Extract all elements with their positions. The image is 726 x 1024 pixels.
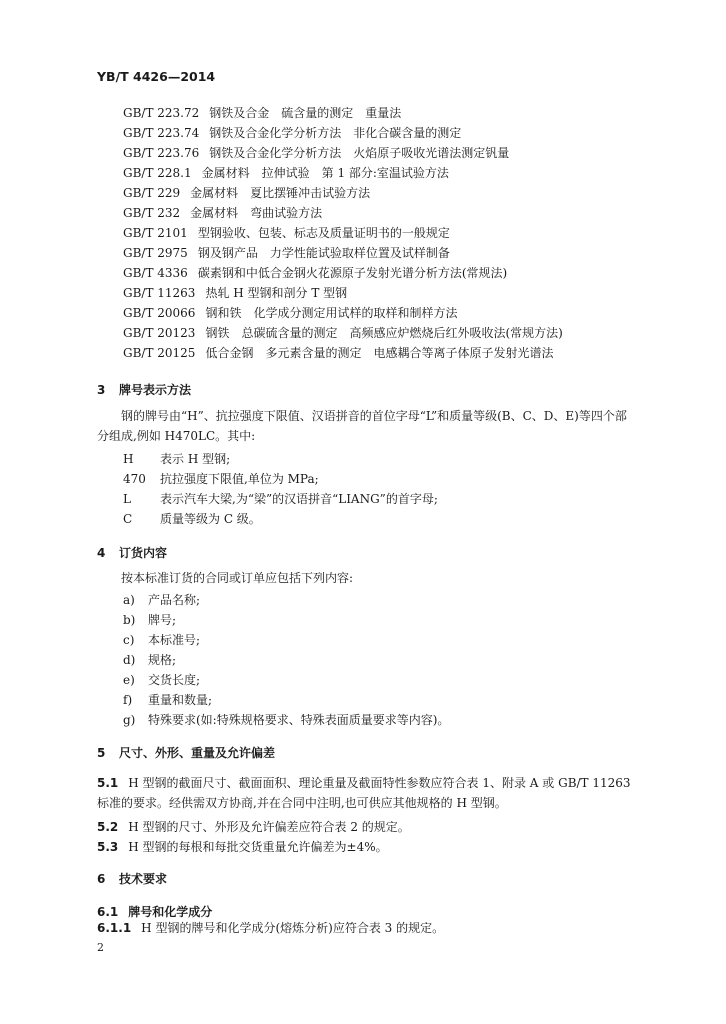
- reference-item: [123, 263, 563, 283]
- reference-title: 金属材料 弯曲试验方法: [190, 206, 323, 220]
- clause-6-1-1: [97, 918, 633, 938]
- clause-text: H 型钢的牌号和化学成分(熔炼分析)应符合表 3 的规定。: [141, 921, 445, 935]
- list-item: [123, 670, 449, 690]
- clause-number: 5.2: [97, 820, 119, 834]
- section-number: 5: [97, 746, 106, 760]
- definition-item: [123, 469, 438, 489]
- clause-text: H 型钢的截面尺寸、截面面积、理论重量及截面特性参数应符合表 1、附录 A 或 GB/T 11263 标准的要求。经供需双方协商,并在合同中注明,也可供应其他规格的 H 型钢。: [97, 776, 631, 810]
- reference-title: 金属材料 拉伸试验 第 1 部分:室温试验方法: [201, 166, 449, 180]
- section-3-paragraph: 钢的牌号由“H”、抗拉强度下限值、汉语拼音的首位字母“L”和质量等级(B、C、D、E)等四个部分组成,例如 H470LC。其中:: [97, 409, 627, 443]
- clause-5-2: [97, 817, 633, 837]
- section-number: 6: [97, 872, 106, 886]
- reference-code: GB/T 232: [123, 206, 181, 220]
- reference-item: [123, 123, 563, 143]
- clause-number: 5.1: [97, 776, 119, 790]
- reference-title: 热轧 H 型钢和剖分 T 型钢: [205, 286, 348, 300]
- reference-item: [123, 223, 563, 243]
- list-item: [123, 650, 449, 670]
- list-item: [123, 710, 449, 730]
- list-item: [123, 630, 449, 650]
- definition-item: [123, 489, 438, 509]
- reference-item: [123, 103, 563, 123]
- reference-code: GB/T 20123: [123, 326, 196, 340]
- clause-number: 5.3: [97, 840, 119, 854]
- designation-definitions: [123, 449, 438, 529]
- list-text: 产品名称;: [148, 593, 201, 607]
- reference-title: 低合金钢 多元素含量的测定 电感耦合等离子体原子发射光谱法: [205, 346, 554, 360]
- reference-item: [123, 183, 563, 203]
- clause-5-1: [97, 773, 633, 813]
- standard-code-header: YB/T 4426—2014: [97, 69, 216, 84]
- reference-item: [123, 203, 563, 223]
- reference-item: [123, 143, 563, 163]
- definition-item: [123, 509, 438, 529]
- definition-symbol: 470: [123, 472, 146, 486]
- list-marker: d): [123, 653, 136, 667]
- reference-title: 钢铁及合金化学分析方法 非化合碳含量的测定: [209, 126, 462, 140]
- definition-item: [123, 449, 438, 469]
- section-number: 3: [97, 383, 106, 397]
- section-title: 尺寸、外形、重量及允许偏差: [119, 746, 276, 760]
- reference-title: 钢及钢产品 力学性能试验取样位置及试样制备: [197, 246, 450, 260]
- list-marker: c): [123, 633, 135, 647]
- reference-item: [123, 343, 563, 363]
- reference-code: GB/T 20066: [123, 306, 196, 320]
- list-item: [123, 690, 449, 710]
- reference-title: 金属材料 夏比摆锤冲击试验方法: [190, 186, 371, 200]
- list-marker: g): [123, 713, 136, 727]
- clause-5-3: [97, 837, 633, 857]
- list-marker: f): [123, 693, 133, 707]
- section-5-heading: [97, 744, 275, 761]
- definition-text: 质量等级为 C 级。: [160, 512, 261, 526]
- reference-code: GB/T 228.1: [123, 166, 192, 180]
- reference-code: GB/T 11263: [123, 286, 196, 300]
- section-6-heading: [97, 870, 167, 887]
- reference-title: 钢铁及合金 硫含量的测定 重量法: [209, 106, 402, 120]
- list-text: 重量和数量;: [148, 693, 213, 707]
- subsection-number: 6.1: [97, 905, 119, 919]
- section-3-heading: [97, 381, 191, 398]
- section-title: 技术要求: [119, 872, 168, 886]
- definition-symbol: L: [123, 492, 131, 506]
- reference-item: [123, 283, 563, 303]
- reference-code: GB/T 2975: [123, 246, 188, 260]
- list-text: 牌号;: [148, 613, 177, 627]
- list-text: 交货长度;: [148, 673, 201, 687]
- definition-text: 表示汽车大梁,为“梁”的汉语拼音“LIANG”的首字母;: [160, 492, 438, 506]
- list-marker: e): [123, 673, 135, 687]
- reference-code: GB/T 223.74: [123, 126, 200, 140]
- list-text: 规格;: [148, 653, 177, 667]
- definition-text: 表示 H 型钢;: [160, 452, 231, 466]
- reference-title: 碳素钢和中低合金钢火花源原子发射光谱分析方法(常规法): [197, 266, 508, 280]
- page-number: 2: [97, 941, 104, 954]
- reference-title: 钢铁及合金化学分析方法 火焰原子吸收光谱法测定钒量: [209, 146, 510, 160]
- reference-item: [123, 163, 563, 183]
- list-marker: a): [123, 593, 135, 607]
- definition-text: 抗拉强度下限值,单位为 MPa;: [160, 472, 319, 486]
- clause-text: H 型钢的每根和每批交货重量允许偏差为±4%。: [128, 840, 388, 854]
- definition-symbol: H: [123, 452, 134, 466]
- section-4-intro: 按本标准订货的合同或订单应包括下列内容:: [121, 571, 354, 585]
- list-item: [123, 610, 449, 630]
- subsection-title: 牌号和化学成分: [128, 905, 213, 919]
- reference-title: 钢和铁 化学成分测定用试样的取样和制样方法: [205, 306, 458, 320]
- reference-code: GB/T 223.72: [123, 106, 200, 120]
- definition-symbol: C: [123, 512, 133, 526]
- list-marker: b): [123, 613, 136, 627]
- reference-code: GB/T 4336: [123, 266, 188, 280]
- normative-references-list: [123, 103, 563, 363]
- reference-code: GB/T 229: [123, 186, 181, 200]
- reference-item: [123, 323, 563, 343]
- reference-title: 型钢验收、包装、标志及质量证明书的一般规定: [197, 226, 450, 240]
- section-title: 订货内容: [119, 546, 168, 560]
- section-number: 4: [97, 546, 106, 560]
- reference-item: [123, 243, 563, 263]
- reference-code: GB/T 20125: [123, 346, 196, 360]
- reference-title: 钢铁 总碳硫含量的测定 高频感应炉燃烧后红外吸收法(常规方法): [205, 326, 563, 340]
- list-text: 特殊要求(如:特殊规格要求、特殊表面质量要求等内容)。: [148, 713, 450, 727]
- section-title: 牌号表示方法: [119, 383, 192, 397]
- reference-item: [123, 303, 563, 323]
- clause-text: H 型钢的尺寸、外形及允许偏差应符合表 2 的规定。: [128, 820, 410, 834]
- order-content-list: [123, 590, 449, 730]
- list-text: 本标准号;: [148, 633, 201, 647]
- reference-code: GB/T 2101: [123, 226, 188, 240]
- list-item: [123, 590, 449, 610]
- section-4-heading: [97, 544, 167, 561]
- clause-number: 6.1.1: [97, 921, 132, 935]
- reference-code: GB/T 223.76: [123, 146, 200, 160]
